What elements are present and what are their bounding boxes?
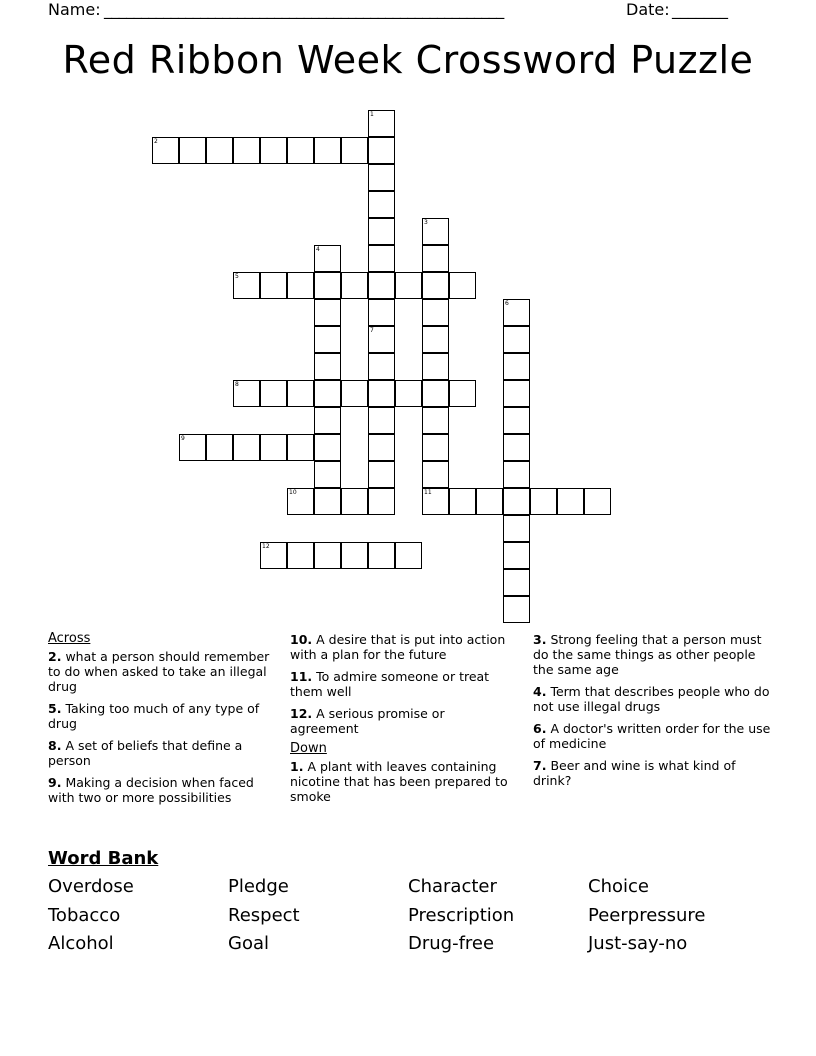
crossword-cell[interactable] [422, 245, 449, 272]
name-line[interactable]: ______________________________________________________ [104, 0, 504, 19]
cell-number: 2 [154, 138, 158, 145]
crossword-cell[interactable] [503, 434, 530, 461]
crossword-cell[interactable] [368, 353, 395, 380]
crossword-cell[interactable] [422, 488, 449, 515]
clue-text: Beer and wine is what kind of drink? [533, 758, 736, 788]
crossword-cell[interactable] [503, 596, 530, 623]
crossword-cell[interactable] [395, 542, 422, 569]
clue-number: 1. [290, 759, 304, 774]
clue-text: A desire that is put into action with a plan for the future [290, 632, 506, 662]
crossword-cell[interactable] [314, 245, 341, 272]
crossword-cell[interactable] [341, 272, 368, 299]
crossword-cell[interactable] [368, 299, 395, 326]
crossword-cell[interactable] [287, 380, 314, 407]
crossword-cell[interactable] [314, 461, 341, 488]
crossword-cell[interactable] [314, 542, 341, 569]
word-bank-item: Choice [588, 876, 649, 897]
clue-text: A serious promise or agreement [290, 706, 445, 736]
crossword-cell[interactable] [341, 137, 368, 164]
cell-number: 12 [262, 543, 270, 550]
crossword-cell[interactable] [287, 542, 314, 569]
clue-number: 7. [533, 758, 547, 773]
crossword-cell[interactable] [422, 218, 449, 245]
clue-text: To admire someone or treat them well [290, 669, 490, 699]
crossword-cell[interactable] [422, 407, 449, 434]
cell-number: 4 [316, 246, 320, 253]
crossword-cell[interactable] [314, 380, 341, 407]
crossword-cell[interactable] [368, 137, 395, 164]
name-label: Name: [48, 0, 101, 19]
word-bank-item: Goal [228, 933, 269, 954]
clue-item [290, 632, 515, 662]
crossword-cell[interactable] [368, 488, 395, 515]
word-bank-item: Tobacco [48, 905, 121, 926]
crossword-cell[interactable] [368, 434, 395, 461]
clue-number: 3. [533, 632, 547, 647]
clue-text: Term that describes people who do not use illegal drugs [533, 684, 770, 714]
clue-number: 12. [290, 706, 313, 721]
word-bank-item: Pledge [228, 876, 289, 897]
crossword-cell[interactable] [179, 434, 206, 461]
clue-item [48, 701, 270, 731]
cell-number: 3 [424, 219, 428, 226]
clue-number: 9. [48, 775, 62, 790]
crossword-cell[interactable] [503, 299, 530, 326]
word-bank-title: Word Bank [48, 848, 159, 869]
clue-item [533, 758, 773, 788]
date-label: Date: [626, 0, 670, 19]
crossword-cell[interactable] [179, 137, 206, 164]
clue-item [48, 649, 270, 694]
clue-item [290, 759, 515, 804]
crossword-cell[interactable] [314, 272, 341, 299]
crossword-cell[interactable] [395, 272, 422, 299]
word-bank-item: Peerpressure [588, 905, 706, 926]
crossword-cell[interactable] [206, 137, 233, 164]
word-bank-item: Respect [228, 905, 300, 926]
crossword-cell[interactable] [260, 137, 287, 164]
clue-item [533, 684, 773, 714]
crossword-cell[interactable] [341, 380, 368, 407]
crossword-cell[interactable] [260, 380, 287, 407]
clue-text: A doctor's written order for the use of medicine [533, 721, 771, 751]
word-bank-item: Just-say-no [588, 933, 688, 954]
crossword-cell[interactable] [233, 137, 260, 164]
cell-number: 8 [235, 381, 239, 388]
cell-number: 10 [289, 489, 297, 496]
clue-text: Making a decision when faced with two or more possibilities [48, 775, 254, 805]
crossword-cell[interactable] [368, 380, 395, 407]
crossword-cell[interactable] [233, 380, 260, 407]
crossword-cell[interactable] [314, 488, 341, 515]
word-bank-item: Alcohol [48, 933, 114, 954]
crossword-cell[interactable] [422, 461, 449, 488]
crossword-cell[interactable] [314, 137, 341, 164]
crossword-cell[interactable] [422, 326, 449, 353]
crossword-cell[interactable] [341, 542, 368, 569]
crossword-cell[interactable] [422, 434, 449, 461]
across-heading: Across [48, 631, 91, 646]
clue-item [290, 669, 515, 699]
crossword-cell[interactable] [530, 488, 557, 515]
crossword-cell[interactable] [368, 218, 395, 245]
crossword-cell[interactable] [422, 353, 449, 380]
crossword-cell[interactable] [287, 434, 314, 461]
crossword-cell[interactable] [503, 407, 530, 434]
clue-number: 6. [533, 721, 547, 736]
crossword-cell[interactable] [314, 299, 341, 326]
word-bank-item: Overdose [48, 876, 134, 897]
crossword-cell[interactable] [422, 299, 449, 326]
cell-number: 7 [370, 327, 374, 334]
clue-item [48, 775, 270, 805]
cell-number: 5 [235, 273, 239, 280]
crossword-cell[interactable] [206, 434, 233, 461]
cell-number: 11 [424, 489, 432, 496]
crossword-cell[interactable] [260, 542, 287, 569]
crossword-cell[interactable] [368, 542, 395, 569]
crossword-cell[interactable] [422, 380, 449, 407]
crossword-cell[interactable] [368, 272, 395, 299]
crossword-cell[interactable] [395, 380, 422, 407]
crossword-cell[interactable] [368, 407, 395, 434]
crossword-cell[interactable] [422, 272, 449, 299]
crossword-cell[interactable] [314, 326, 341, 353]
crossword-cell[interactable] [287, 488, 314, 515]
clue-number: 10. [290, 632, 313, 647]
crossword-cell[interactable] [503, 326, 530, 353]
crossword-cell[interactable] [557, 488, 584, 515]
crossword-cell[interactable] [314, 434, 341, 461]
clue-number: 8. [48, 738, 62, 753]
crossword-cell[interactable] [152, 137, 179, 164]
crossword-cell[interactable] [368, 110, 395, 137]
clue-item [290, 706, 515, 736]
crossword-cell[interactable] [368, 326, 395, 353]
clue-number: 11. [290, 669, 313, 684]
clue-text: A set of beliefs that define a person [48, 738, 243, 768]
clues-column-1 [48, 631, 270, 812]
crossword-cell[interactable] [314, 353, 341, 380]
crossword-cell[interactable] [503, 515, 530, 542]
crossword-cell[interactable] [503, 488, 530, 515]
crossword-cell[interactable] [341, 488, 368, 515]
crossword-cell[interactable] [314, 407, 341, 434]
crossword-cell[interactable] [503, 380, 530, 407]
clue-item [533, 632, 773, 677]
crossword-cell[interactable] [287, 137, 314, 164]
word-bank-item: Drug-free [408, 933, 495, 954]
crossword-cell[interactable] [449, 488, 476, 515]
crossword-cell[interactable] [287, 272, 314, 299]
crossword-cell[interactable] [476, 488, 503, 515]
crossword-cell[interactable] [449, 272, 476, 299]
cell-number: 9 [181, 435, 185, 442]
crossword-cell[interactable] [503, 353, 530, 380]
crossword-cell[interactable] [233, 434, 260, 461]
clue-number: 5. [48, 701, 62, 716]
clue-number: 2. [48, 649, 62, 664]
crossword-cell[interactable] [503, 542, 530, 569]
crossword-cell[interactable] [584, 488, 611, 515]
crossword-cell[interactable] [368, 191, 395, 218]
crossword-cell[interactable] [449, 380, 476, 407]
crossword-cell[interactable] [260, 272, 287, 299]
crossword-cell[interactable] [368, 164, 395, 191]
puzzle-title: Red Ribbon Week Crossword Puzzle [62, 38, 754, 82]
clue-text: what a person should remember to do when asked to take an illegal drug [48, 649, 270, 694]
clue-item [48, 738, 270, 768]
crossword-cell[interactable] [233, 272, 260, 299]
clue-item [533, 721, 773, 751]
cell-number: 1 [370, 111, 374, 118]
word-bank-item: Prescription [408, 905, 515, 926]
clues-column-2 [290, 632, 515, 811]
crossword-cell[interactable] [368, 461, 395, 488]
crossword-cell[interactable] [503, 461, 530, 488]
crossword-cell[interactable] [368, 245, 395, 272]
clue-text: Taking too much of any type of drug [48, 701, 260, 731]
cell-number: 6 [505, 300, 509, 307]
down-heading: Down [290, 741, 327, 756]
date-line[interactable]: _______ [672, 0, 728, 19]
word-bank-item: Character [408, 876, 497, 897]
clue-text: Strong feeling that a person must do the same things as other people the same age [533, 632, 762, 677]
clue-text: A plant with leaves containing nicotine that has been prepared to smoke [290, 759, 508, 804]
clue-number: 4. [533, 684, 547, 699]
clues-column-3 [533, 632, 773, 795]
crossword-cell[interactable] [503, 569, 530, 596]
crossword-cell[interactable] [260, 434, 287, 461]
